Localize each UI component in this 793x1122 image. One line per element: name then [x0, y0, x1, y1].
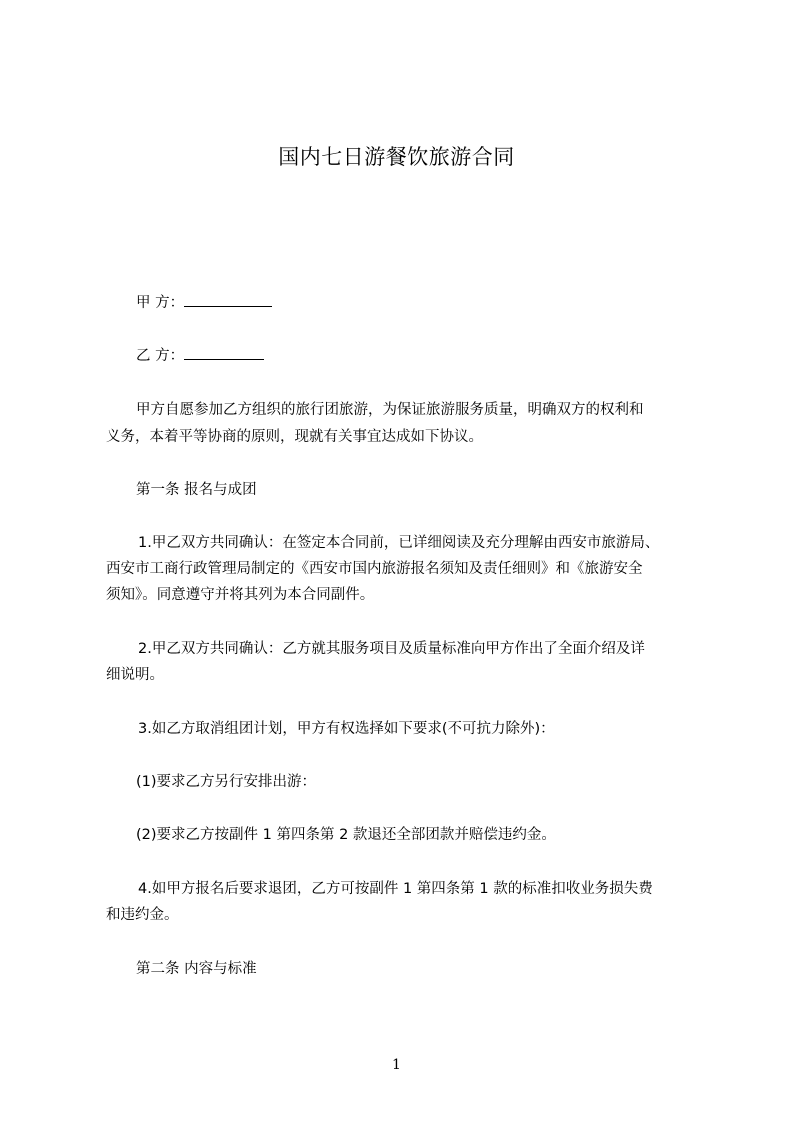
party-a-field	[136, 293, 272, 312]
item-4-line-2: 和违约金。	[106, 907, 179, 923]
item-3-sub-1: (1)要求乙方另行安排出游：	[136, 774, 317, 790]
party-b-blank	[184, 346, 264, 360]
intro-line-2: 义务，本着平等协商的原则，现就有关事宜达成如下协议。	[106, 429, 483, 445]
page-number: 1	[392, 1057, 401, 1073]
party-b-label: 乙 方：	[136, 348, 185, 364]
item-4-line-1: 4.如甲方报名后要求退团，乙方可按副件 1 第四条第 1 款的标准扣收业务损失费	[138, 881, 653, 897]
party-b-field	[136, 346, 264, 365]
party-a-label: 甲 方：	[136, 295, 185, 311]
item-2-line-2: 细说明。	[106, 667, 164, 683]
item-3-line-1: 3.如乙方取消组团计划，甲方有权选择如下要求(不可抗力除外)：	[138, 721, 555, 737]
item-3-sub-2: (2)要求乙方按副件 1 第四条第 2 款退还全部团款并赔偿违约金。	[136, 827, 556, 843]
item-1-line-1: 1.甲乙双方共同确认：在签定本合同前，已详细阅读及充分理解由西安市旅游局、	[138, 535, 660, 551]
document-title: 国内七日游餐饮旅游合同	[278, 145, 515, 169]
party-a-blank	[184, 293, 272, 307]
item-1-line-2: 西安市工商行政管理局制定的《西安市国内旅游报名须知及责任细则》和《旅游安全	[106, 561, 643, 577]
item-1-line-3: 须知》。同意遵守并将其列为本合同副件。	[106, 587, 375, 603]
intro-line-1: 甲方自愿参加乙方组织的旅行团旅游，为保证旅游服务质量，明确双方的权利和	[136, 402, 644, 418]
item-2-line-1: 2.甲乙双方共同确认：乙方就其服务项目及质量标准向甲方作出了全面介绍及详	[138, 641, 645, 657]
article-2-heading: 第二条 内容与标准	[136, 961, 257, 977]
article-1-heading: 第一条 报名与成团	[136, 482, 257, 498]
